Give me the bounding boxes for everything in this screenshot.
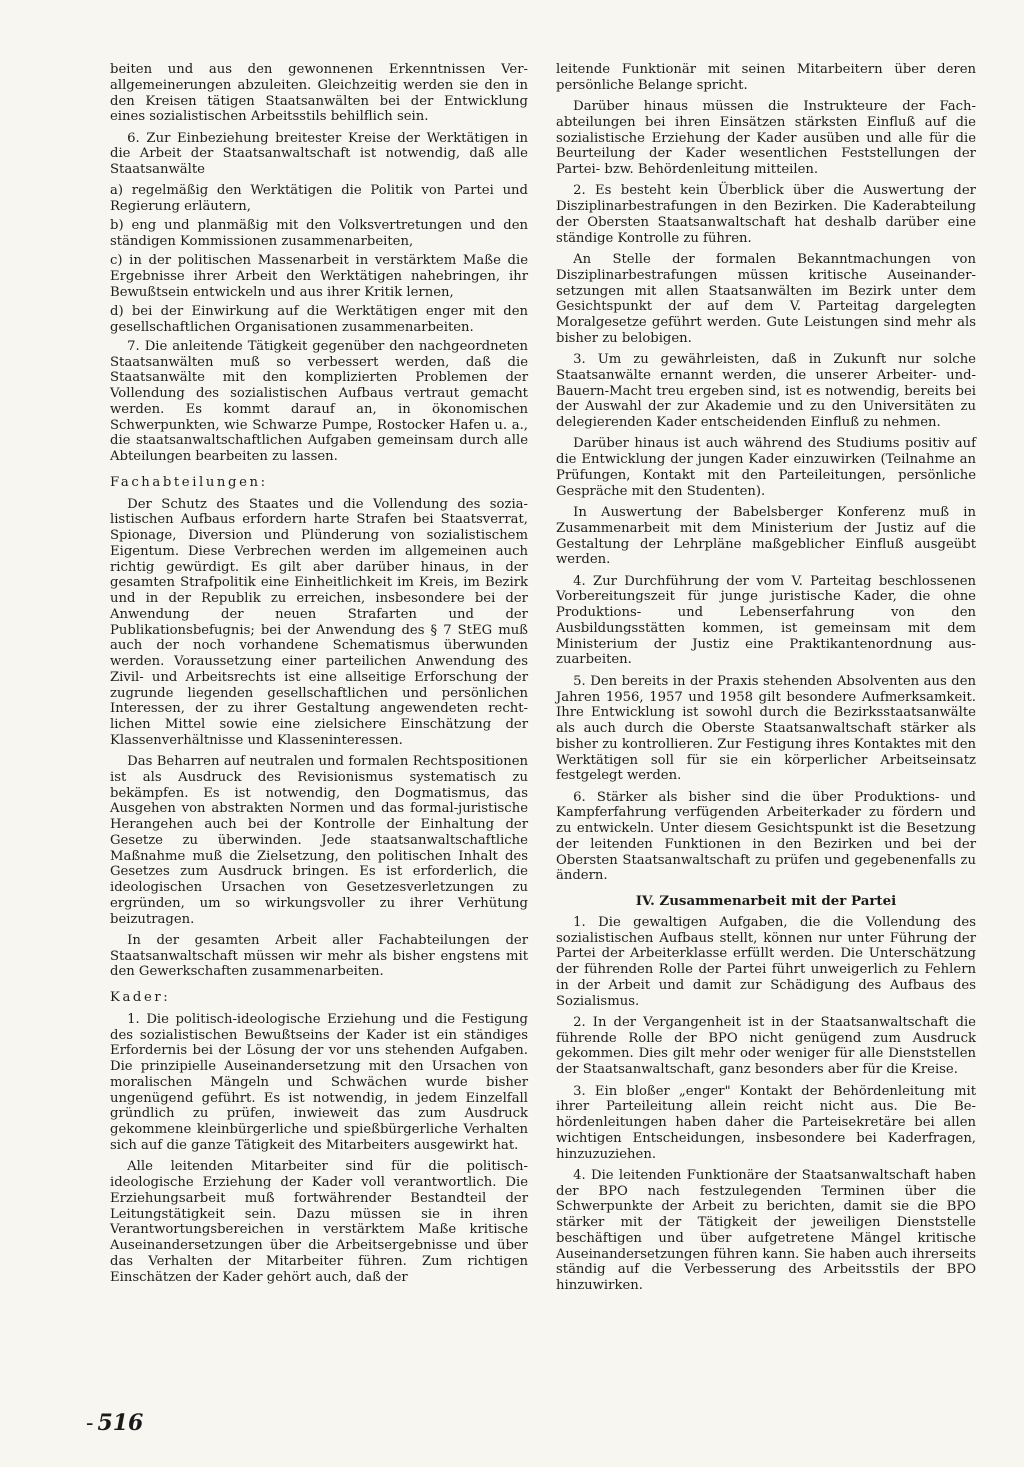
page-number-value: 516 <box>97 1410 144 1436</box>
list-item: d) bei der Einwirkung auf die Werktätigen enger mit den gesellschaftlichen Organisationen zusammenarbeiten. <box>110 303 528 335</box>
left-column <box>110 62 528 1291</box>
section-heading-fachabteilungen: Fachabteilungen: <box>110 474 268 490</box>
paragraph: leitende Funktionär mit seinen Mitarbeitern über deren persönliche Belange spricht. <box>556 62 976 93</box>
paragraph: Das Beharren auf neutralen und formalen Rechtspositionen ist als Ausdruck des Revisionismus systematisch zu bekämpfen. Es ist notwendig, den Dogmatismus, das Ausgehen von abstrakten Normen und das formal-juristische Herangehen auch bei der Kontrolle der Einhaltung der Gesetze zu überwinden. Jede staatsanwaltschaftliche Maßnahme muß die Zielsetzung, den politischen Inhalt des Gesetzes zum Ausdruck bringen. Es ist erforderlich, die ideologischen Ursachen von Gesetzesverletzungen zu ergründen, um so wirkungsvoller zu ihrer Verhütung beizutragen. <box>110 754 528 927</box>
page-number-prefix: - <box>86 1411 94 1436</box>
paragraph: 3. Ein bloßer „enger" Kontakt der Behördenleitung mit ihrer Parteileitung allein reicht nicht aus. Die Behördenleitungen haben daher die Parteisekretäre bei allen wichtigen Entscheidungen, insbesondere bei Kaderfragen, hinzuzuziehen. <box>556 1083 976 1162</box>
paragraph: 2. Es besteht kein Überblick über die Auswertung der Disziplinarbestrafungen in den Bezirken. Die Kaderabteilung der Obersten Staatsanwaltschaft hat deshalb darüber eine ständige Kontrolle zu führen. <box>556 183 976 246</box>
paragraph: 6. Stärker als bisher sind die über Produktions- und Kampferfahrung verfügenden Arbeiterkader zu fördern und zu entwickeln. Unter diesem Gesichtspunkt ist die Besetzung der leitenden Funktionen in den Bezirken und bei der Obersten Staatsanwaltschaft zu prüfen und gegebenenfalls zu ändern. <box>556 789 976 884</box>
paragraph: 4. Die leitenden Funktionäre der Staatsanwaltschaft haben der BPO nach festzulegenden Terminen über die Schwerpunkte der Arbeit zu berichten, damit sie die BPO stärker mit der Tätigkeit der jeweiligen Dienststelle beschäftigen und über aufgetretene Mängel kritische Auseinandersetzungen führen kann. Sie haben auch ihrerseits ständig auf die Verbesserung des Arbeitsstils der BPO hinzuwirken. <box>556 1167 976 1294</box>
page-number <box>86 1410 143 1436</box>
paragraph: In Auswertung der Babelsberger Konferenz muß in Zusammenarbeit mit dem Ministerium der Justiz auf die Gestaltung der Lehrpläne maßgeblicher Einfluß ausgeübt werden. <box>556 505 976 568</box>
right-column <box>556 62 976 1299</box>
paragraph: 4. Zur Durchführung der vom V. Parteitag beschlossenen Vorbereitungszeit für junge juristische Kader, die ohne Produktions- und Lebenserfahrung von den Ausbildungsstätten kommen, ist gemeinsam mit dem Ministerium der Justiz eine Praktikantenordnung auszuarbeiten. <box>556 573 976 668</box>
paragraph: An Stelle der formalen Bekanntmachungen von Disziplinarbestrafungen müssen kritische Auseinandersetzungen mit allen Staatsanwälten im Bezirk unter dem Gesichtspunkt der auf dem V. Parteitag dargelegten Moralgesetze geführt werden. Gute Leistungen sind mehr als bisher zu belobigen. <box>556 252 976 346</box>
paragraph: beiten und aus den gewonnenen Erkenntnissen Verallgemeinerungen abzuleiten. Gleichzeitig werden sie den in den Kreisen tätigen Staatsanwälten bei der Entwicklung eines sozialistischen Arbeitsstils behilflich sein. <box>110 62 528 125</box>
paragraph: 1. Die politisch-ideologische Erziehung und die Festigung des sozialistischen Bewußtseins der Kader ist ein ständiges Erfordernis bei der Lösung der vor uns stehenden Aufgaben. Die prinzipielle Auseinandersetzung mit den Ursachen von moralischen Mängeln und Schwächen wurde bisher ungenügend geführt. Es ist notwendig, in jedem Einzelfall gründlich zu prüfen, inwieweit das zum Ausdruck gekommene kleinbürgerliche und spießbürgerliche Verhalten sich auf die ganze Tätigkeit des Mitarbeiters ausgewirkt hat. <box>110 1011 528 1153</box>
paragraph: Darüber hinaus ist auch während des Studiums positiv auf die Entwicklung der jungen Kader einzuwirken (Teilnahme an Prüfungen, Kontakt mit den Parteileitungen, persönliche Gespräche mit den Studenten). <box>556 436 976 499</box>
paragraph: Alle leitenden Mitarbeiter sind für die politisch-ideologische Erziehung der Kader voll verantwortlich. Die Erziehungsarbeit muß fortwährender Bestandteil der Leitungstätigkeit sein. Dazu müssen sie in ihren Verantwortungsbereichen in verstärktem Maße kritische Auseinandersetzungen über die Arbeitsergebnisse und über das Verhalten der Mitarbeiter führen. Zum richtigen Einschätzen der Kader gehört auch, daß der <box>110 1159 528 1285</box>
paragraph: 1. Die gewaltigen Aufgaben, die die Vollendung des sozialistischen Aufbaus stellt, können nur unter Führung der Partei der Arbeiterklasse erfüllt werden. Die Unterschätzung der führenden Rolle der Partei führt unweigerlich zu Fehlern in der Arbeit und damit zur Schädigung des Aufbaus des Sozialismus. <box>556 914 976 1009</box>
paragraph: 3. Um zu gewährleisten, daß in Zukunft nur solche Staatsanwälte ernannt werden, die unserer Arbeiter- und-Bauern-Macht treu ergeben sind, ist es notwendig, bereits bei der Auswahl der zur Akademie und zu den Universitäten zu delegierenden Kader entscheidenden Einfluß zu nehmen. <box>556 352 976 431</box>
list-item: a) regelmäßig den Werktätigen die Politik von Partei und Regierung erläutern, <box>110 183 528 215</box>
paragraph: 6. Zur Einbeziehung breitester Kreise der Werktätigen in die Arbeit der Staatsanwaltschaft ist notwendig, daß alle Staatsanwälte <box>110 130 528 178</box>
paragraph: Der Schutz des Staates und die Vollendung des sozialistischen Aufbaus erfordern harte Strafen bei Staatsverrat, Spionage, Diversion und Plünderung von sozialistischem Eigentum. Diese Verbrechen werden im allgemeinen auch richtig gewürdigt. Es gilt aber darüber hinaus, in der gesamten Strafpolitik eine Einheitlichkeit im Kreis, im Bezirk und in der Republik zu erreichen, insbesondere bei der Anwendung der neuen Strafarten und der Publikationsbefugnis; bei der Anwendung des § 7 StEG muß auch der noch vorhandene Schematismus überwunden werden. Voraussetzung einer parteilichen Anwendung des Zivil- und Arbeitsrechts ist eine allseitige Erforschung der zugrunde liegenden gesellschaftlichen und persönlichen Interessen, der zu ihrer Gestaltung angewendeten rechtlichen Mittel sowie eine zielsichere Einschätzung der Klassenverhältnisse und Klasseninteressen. <box>110 496 528 748</box>
paragraph: Darüber hinaus müssen die Instrukteure der Fachabteilungen bei ihren Einsätzen stärksten Einfluß auf die sozialistische Erziehung der Kader ausüben und alle für die Beurteilung der Kader wesentlichen Feststellungen der Partei- bzw. Behördenleitung mitteilen. <box>556 99 976 178</box>
list-item: c) in der politischen Massenarbeit in verstärktem Maße die Ergebnisse ihrer Arbeit den Werktätigen nahebringen, ihr Bewußtsein entwickeln und aus ihrer Kritik lernen, <box>110 253 528 300</box>
paragraph: In der gesamten Arbeit aller Fachabteilungen der Staatsanwaltschaft müssen wir mehr als bisher engstens mit den Gewerkschaften zusammenarbeiten. <box>110 932 528 980</box>
paragraph: 2. In der Vergangenheit ist in der Staatsanwaltschaft die führende Rolle der BPO nicht genügend zum Ausdruck gekommen. Dies gilt mehr oder weniger für alle Dienststellen der Staatsanwaltschaft, ganz besonders aber für die Kreise. <box>556 1014 976 1078</box>
paragraph: 5. Den bereits in der Praxis stehenden Absolventen aus den Jahren 1956, 1957 und 1958 gilt besondere Aufmerksamkeit. Ihre Entwicklung ist sowohl durch die Bezirksstaatsanwälte als auch durch die Oberste Staatsanwaltschaft stärker als bisher zu kontrollieren. Zur Festigung ihres Kontaktes mit den Werktätigen soll für sie ein körperlicher Arbeitseinsatz festgelegt werden. <box>556 673 976 784</box>
section-heading-iv: IV. Zusammenarbeit mit der Partei <box>635 893 897 910</box>
list-item: b) eng und planmäßig mit den Volksvertretungen und den ständigen Kommissionen zusammenarbeiten, <box>110 218 528 250</box>
section-heading-kader: Kader: <box>110 990 171 1006</box>
paragraph: 7. Die anleitende Tätigkeit gegenüber den nachgeordneten Staatsanwälten muß so verbessert werden, daß die Staatsanwälte mit den komplizierten Problemen der Vollendung des sozialistischen Aufbaus vertraut gemacht werden. Es kommt darauf an, in ökonomischen Schwerpunkten, wie Schwarze Pumpe, Rostocker Hafen u. a., die staatsanwaltschaftlichen Aufgaben gemeinsam durch alle Abteilungen bearbeiten zu lassen. <box>110 338 528 464</box>
